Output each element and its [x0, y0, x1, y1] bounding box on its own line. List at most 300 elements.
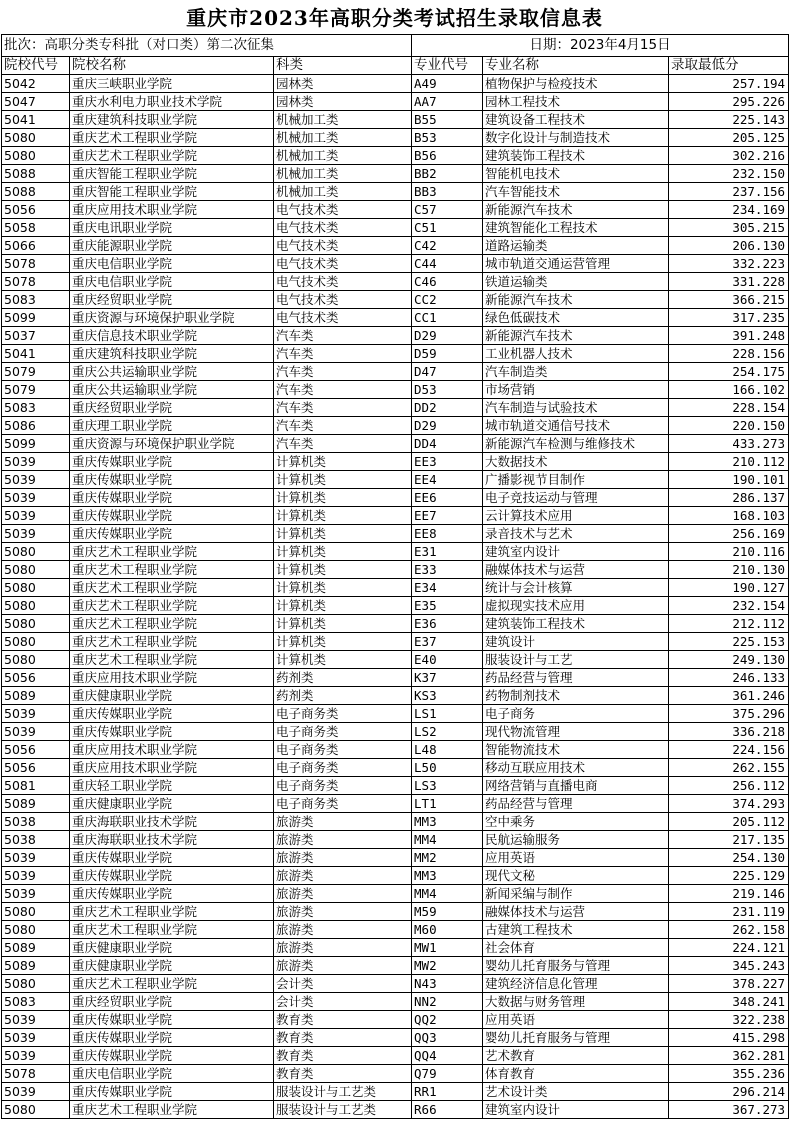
cell-major-name: 市场营销 — [483, 381, 669, 399]
table-row — [2, 165, 789, 183]
cell-category: 计算机类 — [274, 453, 412, 471]
cell-school-name: 重庆艺术工程职业学院 — [70, 651, 274, 669]
cell-min-score: 433.273 — [669, 435, 789, 453]
cell-school-code: 5039 — [2, 705, 70, 723]
cell-school-name: 重庆传媒职业学院 — [70, 1029, 274, 1047]
cell-min-score: 205.112 — [669, 813, 789, 831]
cell-major-name: 建筑室内设计 — [483, 543, 669, 561]
table-row — [2, 1011, 789, 1029]
cell-school-name: 重庆经贸职业学院 — [70, 993, 274, 1011]
table-row — [2, 327, 789, 345]
cell-min-score: 295.226 — [669, 93, 789, 111]
cell-category: 计算机类 — [274, 543, 412, 561]
cell-category: 计算机类 — [274, 525, 412, 543]
cell-category: 汽车类 — [274, 327, 412, 345]
cell-school-code: 5056 — [2, 201, 70, 219]
cell-major-name: 药品经营与管理 — [483, 669, 669, 687]
cell-min-score: 246.133 — [669, 669, 789, 687]
table-row — [2, 705, 789, 723]
page-title: 重庆市2023年高职分类考试招生录取信息表 — [186, 6, 603, 30]
cell-major-name: 新能源汽车技术 — [483, 291, 669, 309]
cell-category: 电气技术类 — [274, 291, 412, 309]
cell-major-name: 现代文秘 — [483, 867, 669, 885]
table-row — [2, 129, 789, 147]
cell-major-code: B55 — [412, 111, 483, 129]
cell-min-score: 256.112 — [669, 777, 789, 795]
cell-major-name: 数字化设计与制造技术 — [483, 129, 669, 147]
table-row — [2, 975, 789, 993]
table-row — [2, 291, 789, 309]
cell-major-name: 建筑设备工程技术 — [483, 111, 669, 129]
cell-min-score: 375.296 — [669, 705, 789, 723]
cell-major-code: BB3 — [412, 183, 483, 201]
table-row — [2, 651, 789, 669]
cell-school-code: 5080 — [2, 561, 70, 579]
info-row — [2, 35, 789, 57]
cell-school-name: 重庆理工职业学院 — [70, 417, 274, 435]
cell-min-score: 249.130 — [669, 651, 789, 669]
cell-school-code: 5080 — [2, 597, 70, 615]
cell-category: 旅游类 — [274, 867, 412, 885]
cell-school-code: 5080 — [2, 903, 70, 921]
cell-category: 计算机类 — [274, 561, 412, 579]
cell-major-name: 电子竞技运动与管理 — [483, 489, 669, 507]
cell-school-code: 5039 — [2, 849, 70, 867]
cell-major-name: 智能机电技术 — [483, 165, 669, 183]
cell-school-name: 重庆资源与环境保护职业学院 — [70, 309, 274, 327]
cell-min-score: 262.158 — [669, 921, 789, 939]
cell-major-code: E36 — [412, 615, 483, 633]
cell-major-name: 虚拟现实技术应用 — [483, 597, 669, 615]
cell-major-name: 新能源汽车技术 — [483, 327, 669, 345]
cell-school-name: 重庆艺术工程职业学院 — [70, 129, 274, 147]
admission-sheet — [1, 0, 788, 1119]
table-row — [2, 813, 789, 831]
cell-category: 旅游类 — [274, 885, 412, 903]
cell-major-code: EE8 — [412, 525, 483, 543]
cell-school-name: 重庆传媒职业学院 — [70, 867, 274, 885]
cell-category: 园林类 — [274, 93, 412, 111]
cell-school-name: 重庆传媒职业学院 — [70, 885, 274, 903]
cell-min-score: 210.130 — [669, 561, 789, 579]
cell-category: 电气技术类 — [274, 255, 412, 273]
cell-min-score: 362.281 — [669, 1047, 789, 1065]
table-row — [2, 1029, 789, 1047]
cell-major-code: C51 — [412, 219, 483, 237]
cell-school-name: 重庆艺术工程职业学院 — [70, 597, 274, 615]
cell-school-name: 重庆健康职业学院 — [70, 957, 274, 975]
cell-major-name: 大数据技术 — [483, 453, 669, 471]
cell-school-code: 5079 — [2, 363, 70, 381]
cell-major-name: 统计与会计核算 — [483, 579, 669, 597]
cell-school-code: 5039 — [2, 1011, 70, 1029]
cell-major-code: C42 — [412, 237, 483, 255]
cell-min-score: 237.156 — [669, 183, 789, 201]
table-row — [2, 381, 789, 399]
cell-school-name: 重庆电信职业学院 — [70, 1065, 274, 1083]
cell-min-score: 296.214 — [669, 1083, 789, 1101]
table-row — [2, 1101, 789, 1119]
cell-major-name: 城市轨道交通运营管理 — [483, 255, 669, 273]
cell-school-code: 5080 — [2, 147, 70, 165]
cell-major-code: MW2 — [412, 957, 483, 975]
table-row — [2, 489, 789, 507]
cell-school-code: 5038 — [2, 813, 70, 831]
cell-min-score: 168.103 — [669, 507, 789, 525]
cell-major-code: L48 — [412, 741, 483, 759]
cell-major-name: 古建筑工程技术 — [483, 921, 669, 939]
cell-min-score: 355.236 — [669, 1065, 789, 1083]
cell-school-name: 重庆艺术工程职业学院 — [70, 615, 274, 633]
cell-min-score: 224.156 — [669, 741, 789, 759]
cell-school-code: 5056 — [2, 741, 70, 759]
table-row — [2, 237, 789, 255]
cell-school-name: 重庆应用技术职业学院 — [70, 741, 274, 759]
cell-min-score: 415.298 — [669, 1029, 789, 1047]
table-row — [2, 795, 789, 813]
cell-school-code: 5039 — [2, 1047, 70, 1065]
cell-category: 电气技术类 — [274, 273, 412, 291]
cell-school-name: 重庆传媒职业学院 — [70, 453, 274, 471]
cell-school-name: 重庆传媒职业学院 — [70, 507, 274, 525]
cell-major-code: E35 — [412, 597, 483, 615]
cell-min-score: 225.143 — [669, 111, 789, 129]
cell-school-code: 5078 — [2, 1065, 70, 1083]
cell-major-code: EE4 — [412, 471, 483, 489]
cell-category: 旅游类 — [274, 831, 412, 849]
cell-category: 旅游类 — [274, 921, 412, 939]
header-major-code: 专业代号 — [412, 57, 483, 75]
cell-major-code: D47 — [412, 363, 483, 381]
cell-major-name: 网络营销与直播电商 — [483, 777, 669, 795]
cell-category: 旅游类 — [274, 813, 412, 831]
table-row — [2, 453, 789, 471]
cell-category: 教育类 — [274, 1065, 412, 1083]
cell-min-score: 212.112 — [669, 615, 789, 633]
cell-major-name: 汽车制造与试验技术 — [483, 399, 669, 417]
cell-school-code: 5089 — [2, 687, 70, 705]
cell-major-code: Q79 — [412, 1065, 483, 1083]
cell-min-score: 190.101 — [669, 471, 789, 489]
cell-major-name: 服装设计与工艺 — [483, 651, 669, 669]
cell-school-code: 5080 — [2, 129, 70, 147]
cell-category: 汽车类 — [274, 417, 412, 435]
cell-category: 园林类 — [274, 75, 412, 93]
cell-school-code: 5042 — [2, 75, 70, 93]
table-row — [2, 957, 789, 975]
cell-major-code: E40 — [412, 651, 483, 669]
cell-major-code: E34 — [412, 579, 483, 597]
cell-min-score: 228.154 — [669, 399, 789, 417]
cell-school-code: 5078 — [2, 255, 70, 273]
cell-school-name: 重庆艺术工程职业学院 — [70, 975, 274, 993]
header-school-code: 院校代号 — [2, 57, 70, 75]
cell-major-code: MM3 — [412, 867, 483, 885]
cell-min-score: 190.127 — [669, 579, 789, 597]
cell-category: 汽车类 — [274, 399, 412, 417]
date-label: 日期：2023年4月15日 — [412, 35, 789, 57]
cell-major-code: LS3 — [412, 777, 483, 795]
cell-category: 机械加工类 — [274, 147, 412, 165]
cell-category: 药剂类 — [274, 669, 412, 687]
admission-table — [1, 34, 789, 1119]
table-row — [2, 93, 789, 111]
cell-school-name: 重庆海联职业技术学院 — [70, 831, 274, 849]
cell-school-name: 重庆艺术工程职业学院 — [70, 561, 274, 579]
table-row — [2, 579, 789, 597]
cell-min-score: 205.125 — [669, 129, 789, 147]
cell-school-name: 重庆电讯职业学院 — [70, 219, 274, 237]
cell-min-score: 331.228 — [669, 273, 789, 291]
cell-min-score: 286.137 — [669, 489, 789, 507]
cell-major-name: 广播影视节目制作 — [483, 471, 669, 489]
table-row — [2, 507, 789, 525]
table-row — [2, 903, 789, 921]
cell-school-code: 5080 — [2, 615, 70, 633]
cell-major-code: DD2 — [412, 399, 483, 417]
table-row — [2, 867, 789, 885]
cell-min-score: 210.112 — [669, 453, 789, 471]
cell-category: 会计类 — [274, 993, 412, 1011]
cell-school-code: 5079 — [2, 381, 70, 399]
cell-major-code: R66 — [412, 1101, 483, 1119]
cell-school-code: 5039 — [2, 525, 70, 543]
cell-major-code: E37 — [412, 633, 483, 651]
cell-min-score: 232.154 — [669, 597, 789, 615]
table-row — [2, 849, 789, 867]
cell-school-code: 5099 — [2, 435, 70, 453]
cell-category: 教育类 — [274, 1011, 412, 1029]
cell-min-score: 231.119 — [669, 903, 789, 921]
cell-category: 电子商务类 — [274, 723, 412, 741]
cell-category: 机械加工类 — [274, 111, 412, 129]
cell-school-code: 5083 — [2, 291, 70, 309]
cell-school-code: 5039 — [2, 489, 70, 507]
cell-school-code: 5039 — [2, 453, 70, 471]
cell-school-code: 5088 — [2, 165, 70, 183]
cell-major-name: 新能源汽车技术 — [483, 201, 669, 219]
cell-major-code: C57 — [412, 201, 483, 219]
cell-min-score: 225.129 — [669, 867, 789, 885]
cell-school-code: 5039 — [2, 867, 70, 885]
cell-min-score: 210.116 — [669, 543, 789, 561]
cell-school-name: 重庆经贸职业学院 — [70, 399, 274, 417]
cell-major-name: 体育教育 — [483, 1065, 669, 1083]
cell-school-code: 5089 — [2, 939, 70, 957]
cell-min-score: 217.135 — [669, 831, 789, 849]
cell-category: 计算机类 — [274, 579, 412, 597]
cell-category: 计算机类 — [274, 633, 412, 651]
cell-school-name: 重庆智能工程职业学院 — [70, 165, 274, 183]
cell-major-code: MM4 — [412, 831, 483, 849]
cell-major-name: 铁道运输类 — [483, 273, 669, 291]
table-row — [2, 921, 789, 939]
cell-major-name: 汽车制造类 — [483, 363, 669, 381]
cell-category: 电气技术类 — [274, 219, 412, 237]
cell-school-code: 5086 — [2, 417, 70, 435]
cell-school-name: 重庆轻工职业学院 — [70, 777, 274, 795]
table-row — [2, 1065, 789, 1083]
cell-min-score: 166.102 — [669, 381, 789, 399]
table-row — [2, 363, 789, 381]
cell-category: 计算机类 — [274, 471, 412, 489]
cell-school-code: 5066 — [2, 237, 70, 255]
cell-major-name: 融媒体技术与运营 — [483, 903, 669, 921]
cell-major-name: 植物保护与检疫技术 — [483, 75, 669, 93]
table-row — [2, 435, 789, 453]
cell-major-code: M59 — [412, 903, 483, 921]
cell-school-name: 重庆传媒职业学院 — [70, 471, 274, 489]
cell-min-score: 225.153 — [669, 633, 789, 651]
header-min-score: 录取最低分 — [669, 57, 789, 75]
cell-min-score: 322.238 — [669, 1011, 789, 1029]
cell-school-name: 重庆经贸职业学院 — [70, 291, 274, 309]
cell-major-name: 现代物流管理 — [483, 723, 669, 741]
cell-school-name: 重庆健康职业学院 — [70, 795, 274, 813]
table-row — [2, 759, 789, 777]
cell-school-code: 5081 — [2, 777, 70, 795]
table-row — [2, 1047, 789, 1065]
cell-category: 计算机类 — [274, 651, 412, 669]
cell-school-code: 5039 — [2, 507, 70, 525]
cell-category: 汽车类 — [274, 363, 412, 381]
table-row — [2, 633, 789, 651]
cell-school-code: 5080 — [2, 633, 70, 651]
cell-school-name: 重庆艺术工程职业学院 — [70, 543, 274, 561]
cell-major-code: EE6 — [412, 489, 483, 507]
table-row — [2, 543, 789, 561]
cell-school-name: 重庆传媒职业学院 — [70, 525, 274, 543]
cell-category: 机械加工类 — [274, 129, 412, 147]
table-row — [2, 201, 789, 219]
table-row — [2, 687, 789, 705]
cell-school-code: 5039 — [2, 1083, 70, 1101]
cell-major-code: B53 — [412, 129, 483, 147]
cell-school-name: 重庆传媒职业学院 — [70, 1011, 274, 1029]
cell-major-code: MM2 — [412, 849, 483, 867]
cell-major-code: BB2 — [412, 165, 483, 183]
cell-category: 机械加工类 — [274, 165, 412, 183]
cell-major-name: 建筑经济信息化管理 — [483, 975, 669, 993]
cell-category: 服装设计与工艺类 — [274, 1101, 412, 1119]
cell-major-code: MM3 — [412, 813, 483, 831]
cell-school-name: 重庆传媒职业学院 — [70, 705, 274, 723]
cell-category: 教育类 — [274, 1047, 412, 1065]
cell-category: 旅游类 — [274, 903, 412, 921]
cell-min-score: 317.235 — [669, 309, 789, 327]
cell-school-name: 重庆建筑科技职业学院 — [70, 345, 274, 363]
cell-major-code: QQ4 — [412, 1047, 483, 1065]
cell-min-score: 361.246 — [669, 687, 789, 705]
cell-school-code: 5047 — [2, 93, 70, 111]
cell-major-code: L50 — [412, 759, 483, 777]
cell-category: 电子商务类 — [274, 759, 412, 777]
table-row — [2, 615, 789, 633]
cell-min-score: 254.175 — [669, 363, 789, 381]
cell-major-name: 大数据与财务管理 — [483, 993, 669, 1011]
cell-min-score: 254.130 — [669, 849, 789, 867]
cell-min-score: 378.227 — [669, 975, 789, 993]
cell-school-name: 重庆公共运输职业学院 — [70, 363, 274, 381]
cell-major-code: C46 — [412, 273, 483, 291]
cell-major-name: 录音技术与艺术 — [483, 525, 669, 543]
cell-school-code: 5038 — [2, 831, 70, 849]
cell-school-name: 重庆应用技术职业学院 — [70, 201, 274, 219]
cell-school-name: 重庆智能工程职业学院 — [70, 183, 274, 201]
header-school-name: 院校名称 — [70, 57, 274, 75]
cell-school-name: 重庆电信职业学院 — [70, 273, 274, 291]
cell-min-score: 332.223 — [669, 255, 789, 273]
cell-major-name: 智能物流技术 — [483, 741, 669, 759]
table-row — [2, 273, 789, 291]
table-row — [2, 741, 789, 759]
cell-school-code: 5080 — [2, 543, 70, 561]
cell-category: 电子商务类 — [274, 777, 412, 795]
cell-school-code: 5088 — [2, 183, 70, 201]
cell-major-code: D29 — [412, 417, 483, 435]
cell-school-code: 5080 — [2, 579, 70, 597]
cell-major-name: 应用英语 — [483, 1011, 669, 1029]
table-row — [2, 399, 789, 417]
cell-school-name: 重庆艺术工程职业学院 — [70, 147, 274, 165]
table-row — [2, 777, 789, 795]
cell-school-code: 5099 — [2, 309, 70, 327]
table-row — [2, 939, 789, 957]
table-row — [2, 723, 789, 741]
cell-school-name: 重庆健康职业学院 — [70, 939, 274, 957]
cell-major-name: 电子商务 — [483, 705, 669, 723]
cell-major-code: QQ3 — [412, 1029, 483, 1047]
cell-major-name: 建筑装饰工程技术 — [483, 615, 669, 633]
cell-major-code: QQ2 — [412, 1011, 483, 1029]
cell-category: 计算机类 — [274, 597, 412, 615]
table-row — [2, 885, 789, 903]
cell-min-score: 302.216 — [669, 147, 789, 165]
cell-min-score: 348.241 — [669, 993, 789, 1011]
cell-school-name: 重庆信息技术职业学院 — [70, 327, 274, 345]
cell-major-name: 药品经营与管理 — [483, 795, 669, 813]
cell-category: 电子商务类 — [274, 741, 412, 759]
table-row — [2, 183, 789, 201]
cell-school-name: 重庆传媒职业学院 — [70, 723, 274, 741]
cell-major-code: D29 — [412, 327, 483, 345]
cell-major-name: 建筑室内设计 — [483, 1101, 669, 1119]
cell-major-code: KS3 — [412, 687, 483, 705]
cell-school-code: 5089 — [2, 795, 70, 813]
cell-major-name: 移动互联应用技术 — [483, 759, 669, 777]
cell-min-score: 228.156 — [669, 345, 789, 363]
cell-category: 电气技术类 — [274, 237, 412, 255]
cell-school-name: 重庆水利电力职业技术学院 — [70, 93, 274, 111]
cell-major-code: C44 — [412, 255, 483, 273]
cell-school-code: 5056 — [2, 669, 70, 687]
batch-label: 批次：高职分类专科批（对口类）第二次征集 — [2, 35, 412, 57]
cell-min-score: 305.215 — [669, 219, 789, 237]
cell-major-name: 民航运输服务 — [483, 831, 669, 849]
cell-school-name: 重庆艺术工程职业学院 — [70, 1101, 274, 1119]
table-row — [2, 255, 789, 273]
cell-category: 药剂类 — [274, 687, 412, 705]
cell-category: 汽车类 — [274, 345, 412, 363]
cell-school-code: 5041 — [2, 111, 70, 129]
cell-major-name: 汽车智能技术 — [483, 183, 669, 201]
table-row — [2, 111, 789, 129]
cell-major-name: 绿色低碳技术 — [483, 309, 669, 327]
cell-major-code: LS2 — [412, 723, 483, 741]
cell-school-code: 5089 — [2, 957, 70, 975]
cell-major-name: 新能源汽车检测与维修技术 — [483, 435, 669, 453]
cell-major-name: 融媒体技术与运营 — [483, 561, 669, 579]
